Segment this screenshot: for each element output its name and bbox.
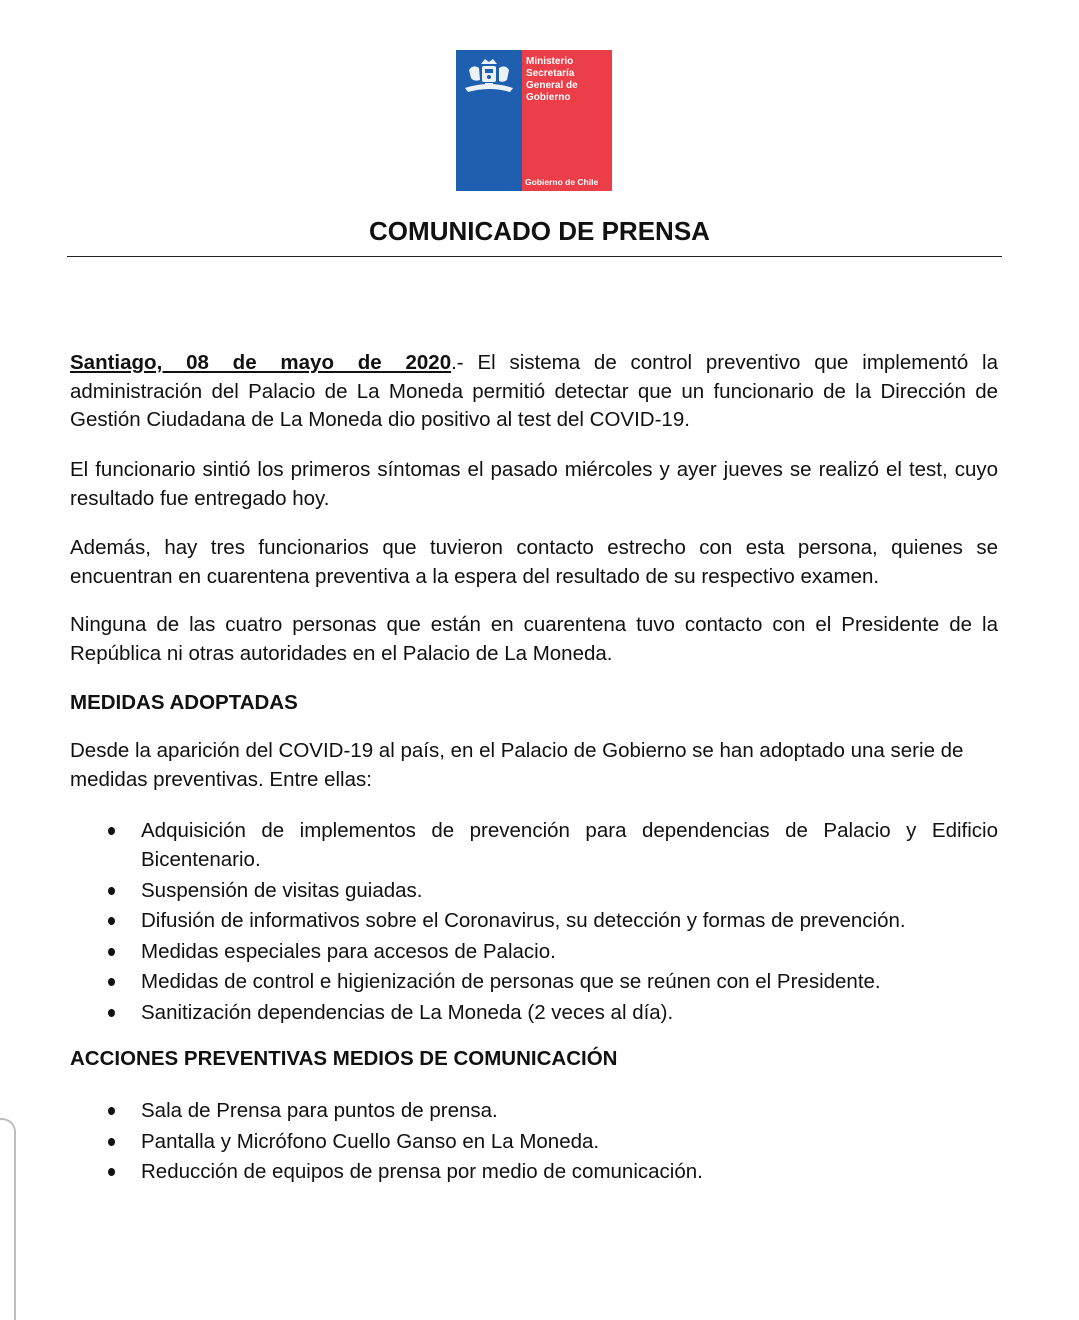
list-item [70, 816, 998, 874]
medidas-list [70, 816, 998, 1028]
bullet-icon [108, 827, 115, 835]
list-item [70, 1127, 998, 1156]
paragraph-intro-text: .- El sistema de control preventivo que implementó la administración del Palacio de La Moneda permitió detectar que un funcionario de la Dirección de Gestión Ciudadana de La Moneda dio positivo al test del COVID-19. [70, 351, 998, 431]
paragraph-president: Ninguna de las cuatro personas que están en cuarentena tuvo contacto con el Presidente de la República ni otras autoridades en el Palacio de La Moneda. [70, 613, 998, 665]
bullet-icon [108, 1168, 115, 1176]
overlay-panel-edge[interactable] [0, 1118, 16, 1320]
logo-footer-text: Gobierno de Chile [525, 177, 599, 187]
title-divider [67, 256, 1002, 257]
logo-blue-panel [456, 50, 522, 191]
list-item-text: Reducción de equipos de prensa por medio de comunicación. [141, 1160, 703, 1183]
paragraph-symptoms: El funcionario sintió los primeros síntomas el pasado miércoles y ayer jueves se realizó el test, cuyo resultado fue entregado hoy. [70, 458, 998, 510]
list-item [70, 1096, 998, 1125]
list-item [70, 906, 998, 935]
bullet-icon [108, 948, 115, 956]
logo-ministry-name: Ministerio Secretaría General de Gobierno [526, 56, 578, 103]
acciones-list [70, 1096, 998, 1188]
list-item-text: Medidas especiales para accesos de Palacio. [141, 939, 556, 963]
heading-medidas: MEDIDAS ADOPTADAS [70, 691, 298, 714]
document-title: COMUNICADO DE PRENSA [369, 216, 710, 246]
bullet-icon [108, 1107, 115, 1115]
list-item-text: Sanitización dependencias de La Moneda (2 veces al día). [141, 1000, 674, 1024]
list-item [70, 937, 998, 966]
bullet-icon [108, 1138, 115, 1146]
bullet-icon [108, 917, 115, 925]
bullet-icon [108, 1009, 115, 1017]
bullet-icon [108, 978, 115, 986]
list-item-text: Sala de Prensa para puntos de prensa. [141, 1099, 498, 1122]
paragraph-intro [70, 349, 998, 435]
dateline: Santiago, 08 de mayo de 2020 [70, 351, 452, 374]
list-item [70, 967, 998, 996]
list-item [70, 876, 998, 905]
list-item [70, 998, 998, 1027]
coat-of-arms-icon [461, 56, 517, 100]
government-logo [456, 50, 612, 191]
heading-acciones: ACCIONES PREVENTIVAS MEDIOS DE COMUNICACIÓN [70, 1047, 618, 1070]
list-item [70, 1157, 998, 1186]
logo-red-panel [522, 50, 612, 191]
bullet-icon [108, 887, 115, 895]
paragraph-medidas-intro: Desde la aparición del COVID-19 al país, en el Palacio de Gobierno se han adoptado una serie de medidas preventivas. Entre ellas: [70, 739, 964, 791]
list-item-text: Medidas de control e higienización de personas que se reúnen con el Presidente. [141, 970, 881, 993]
list-item-text: Suspensión de visitas guiadas. [141, 878, 423, 902]
list-item-text: Difusión de informativos sobre el Coronavirus, su detección y formas de prevención. [141, 909, 906, 932]
list-item-text: Pantalla y Micrófono Cuello Ganso en La Moneda. [141, 1129, 600, 1153]
paragraph-contacts: Además, hay tres funcionarios que tuvieron contacto estrecho con esta persona, quienes se encuentran en cuarentena preventiva a la espera del resultado de su respectivo examen. [70, 536, 998, 588]
list-item-text: Adquisición de implementos de prevención para dependencias de Palacio y Edificio Bicentenario. [141, 819, 998, 871]
